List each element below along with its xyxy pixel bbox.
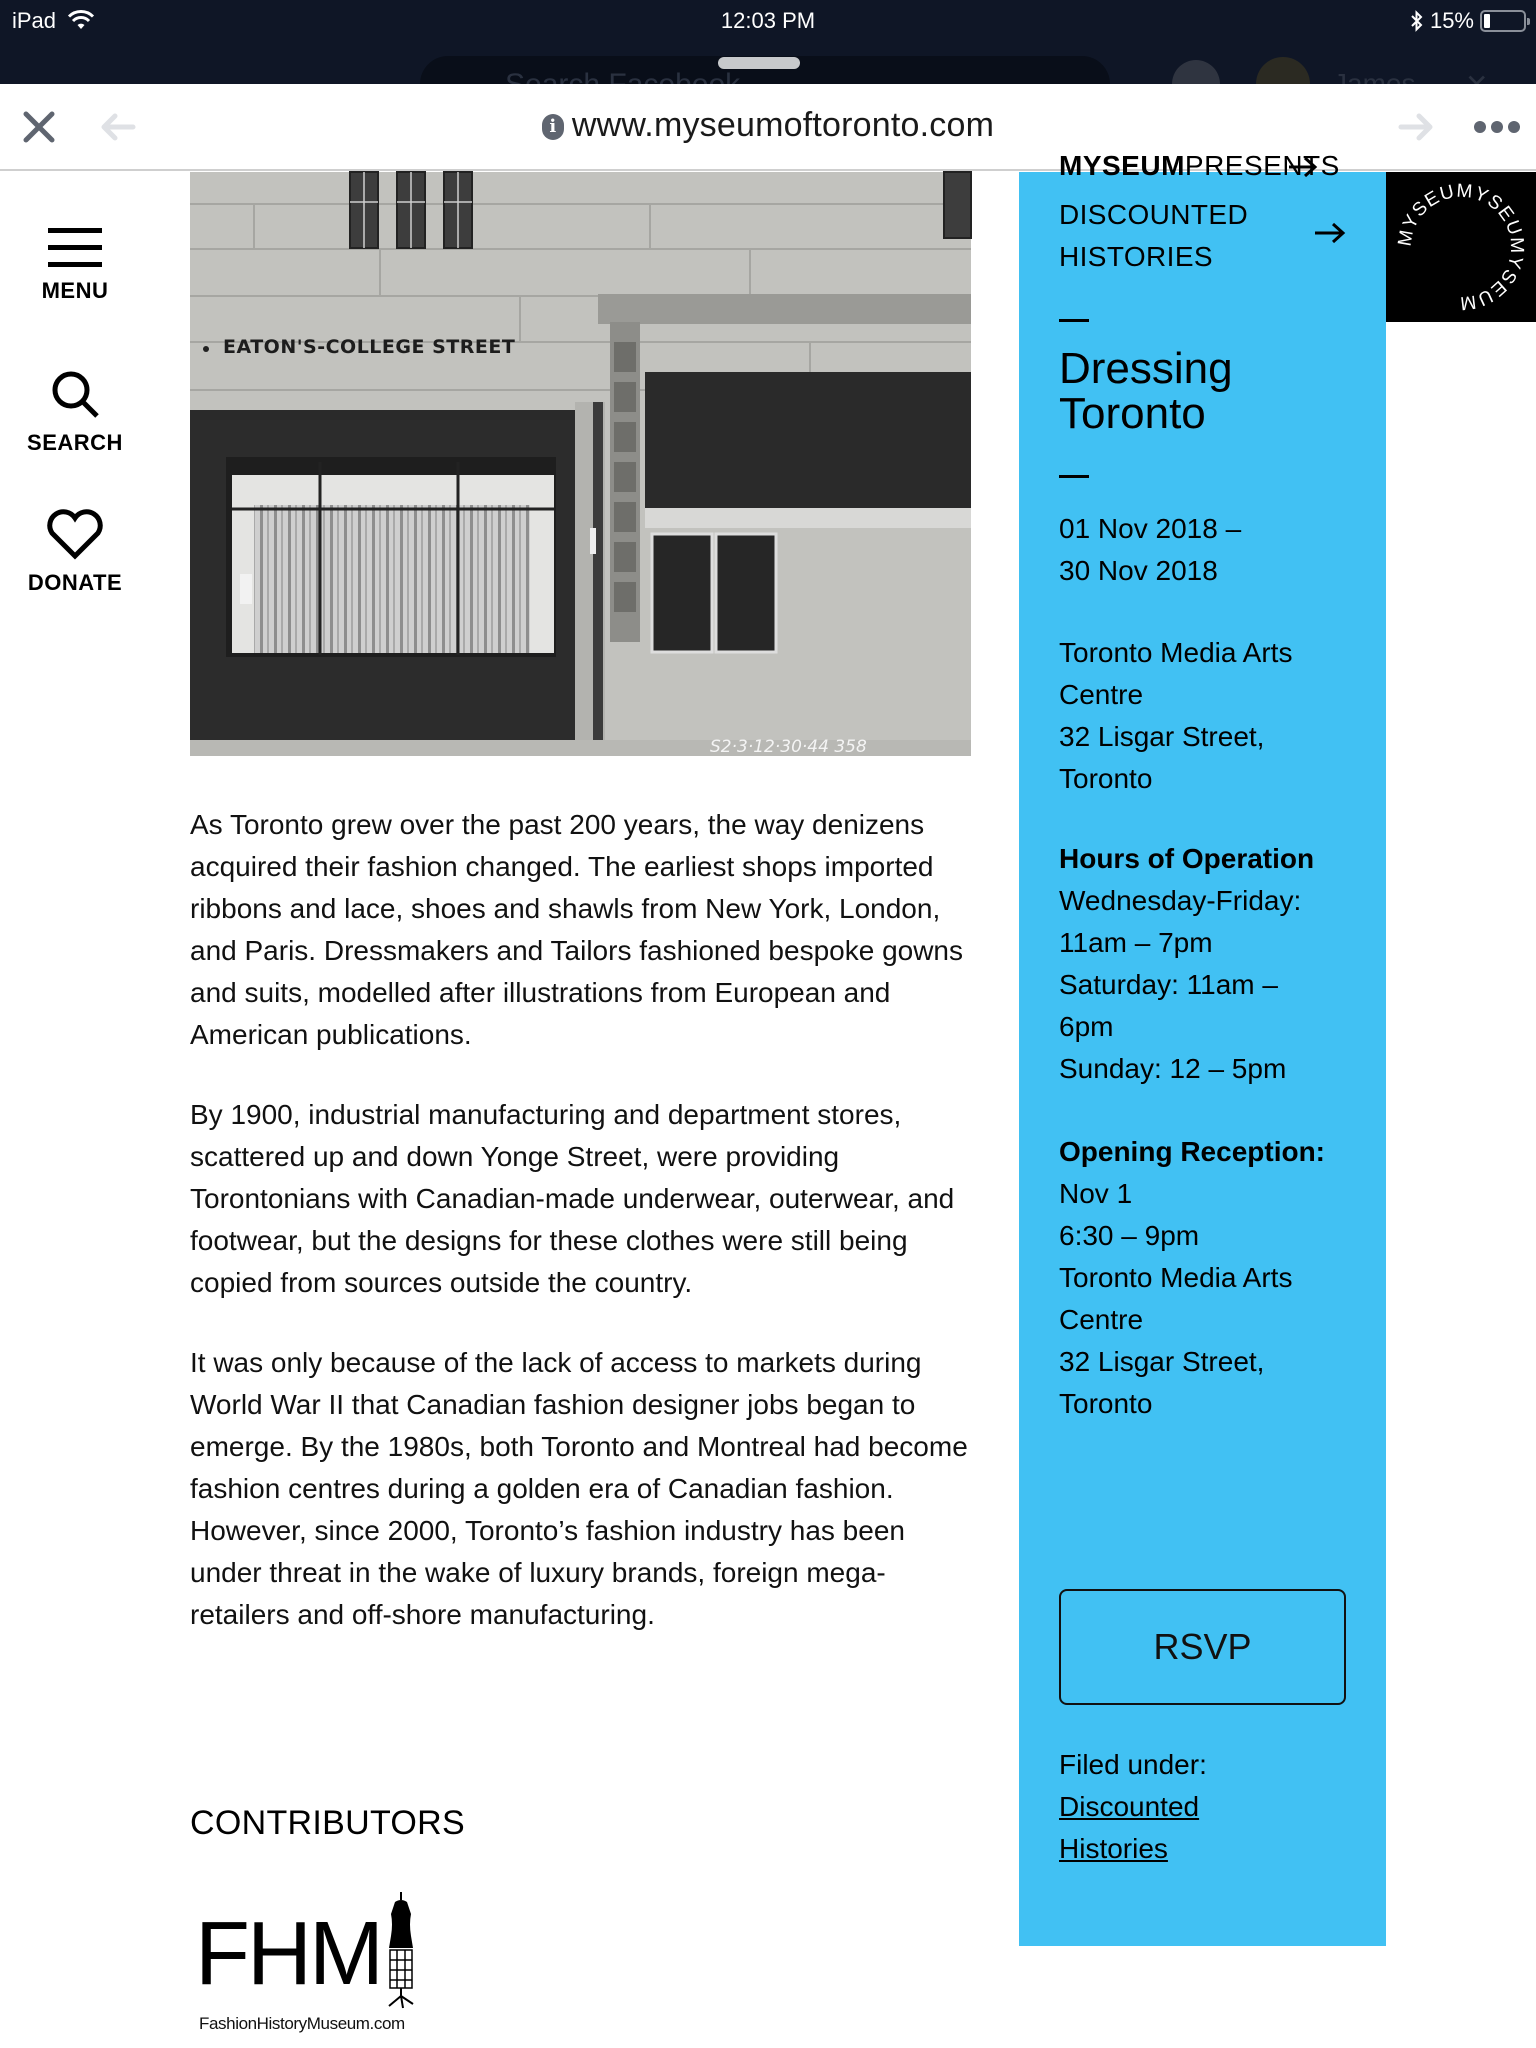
arrow-right-icon[interactable] [1398, 112, 1434, 142]
exhibition-title [1059, 346, 1233, 436]
separator-dash [1059, 475, 1089, 478]
hours-line: 11am – 7pm [1059, 927, 1213, 958]
exhibition-info-panel [1019, 150, 1386, 1946]
status-bar [0, 0, 1536, 42]
browser-sheet [0, 84, 1536, 2048]
separator-dash [1059, 319, 1089, 322]
more-horizontal-icon[interactable] [1474, 121, 1520, 133]
filed-under-link-line2[interactable]: Histories [1059, 1833, 1168, 1864]
hamburger-icon [47, 228, 103, 268]
article-paragraph: It was only because of the lack of access to markets during World War II that Canadian fashion designer jobs began to emerge. By the 1980s, both Toronto and Montreal had become fashion centres during a golden era of Canadian fashion. However, since 2000, Toronto’s fashion industry has been under threat in the wake of luxury brands, foreign mega-retailers and off-shore manufacturing. [190, 1347, 968, 1630]
nav-menu-button[interactable] [0, 228, 150, 304]
reception-line: Centre [1059, 1304, 1144, 1335]
contributors-heading: CONTRIBUTORS [190, 1804, 465, 1842]
exhibition-title-line2: Toronto [1059, 389, 1206, 438]
heart-icon [46, 508, 104, 560]
dress-form-icon [381, 1892, 421, 2010]
article-paragraph: By 1900, industrial manufacturing and department stores, scattered up and down Yonge Street, were providing Torontonians with Canadian-made underwear, outerwear, and footwear, but the designs for these clothes were still being copied from sources outside the country. [190, 1099, 955, 1298]
battery-level [1484, 14, 1490, 28]
page-content [0, 150, 1536, 2048]
exhibition-title-line1: Dressing [1059, 344, 1233, 393]
article-body [190, 804, 980, 1674]
venue-line: Toronto Media Arts [1059, 637, 1293, 668]
info-icon[interactable]: i [542, 114, 564, 140]
rsvp-button[interactable]: RSVP [1059, 1589, 1346, 1705]
reception-line: Nov 1 [1059, 1178, 1133, 1209]
fhm-logo-url-text: FashionHistoryMuseum.com [199, 2014, 405, 2033]
section-link-line2: HISTORIES [1059, 241, 1214, 272]
arrow-right-icon[interactable] [1288, 156, 1318, 178]
myseum-ring-logo [1386, 172, 1536, 322]
exhibition-dates [1059, 508, 1241, 592]
presents-link[interactable] [1059, 150, 1369, 182]
myseum-logo[interactable] [1386, 172, 1536, 322]
nav-search-button[interactable] [0, 368, 150, 456]
venue-address [1059, 632, 1292, 800]
hours-line: Wednesday-Friday: [1059, 885, 1302, 916]
url-text: www.myseumoftoronto.com [571, 106, 995, 144]
arrow-right-icon[interactable] [1314, 222, 1346, 244]
bluetooth-icon [1410, 10, 1424, 32]
presents-light: PRESENTS [1184, 150, 1340, 181]
myseum-ring-text: MYSEUMYSEUMYSEUM [1394, 180, 1528, 314]
sheet-grabber-handle[interactable] [718, 57, 800, 69]
search-icon [49, 368, 101, 420]
photo-sign-text: EATON'S-COLLEGE STREET [223, 336, 516, 358]
hours-line: 6pm [1059, 1011, 1114, 1042]
device-name: iPad [12, 8, 57, 33]
fhm-logo-letters: FHM [195, 1904, 381, 2004]
hours-heading: Hours of Operation [1059, 843, 1315, 874]
article-paragraph: As Toronto grew over the past 200 years, the way denizens acquired their fashion changed. The earliest shops imported ribbons and lace, shoes and shawls from New York, London, and Paris. Dressmakers and Tailors fashioned bespoke gowns and suits, modelled after illustrations from European and American publications. [190, 809, 964, 1050]
presents-bold: MYSEUM [1059, 150, 1185, 181]
hours-line: Saturday: 11am – [1059, 969, 1278, 1000]
contributor-logo-fhm[interactable] [195, 1892, 425, 2042]
reception-line: Toronto Media Arts [1059, 1262, 1293, 1293]
nav-donate-button[interactable] [0, 508, 150, 596]
reception-line: 6:30 – 9pm [1059, 1220, 1200, 1251]
hours-of-operation [1059, 838, 1314, 1090]
clock: 12:03 PM [720, 8, 816, 33]
storefront-photo-graphic [190, 172, 971, 756]
date-end: 30 Nov 2018 [1059, 555, 1218, 586]
photo-archive-code: S2·3·12·30·44 358 [710, 737, 867, 757]
hours-line: Sunday: 12 – 5pm [1059, 1053, 1287, 1084]
filed-under-link-line1[interactable]: Discounted [1059, 1791, 1200, 1822]
date-start: 01 Nov 2018 – [1059, 513, 1242, 544]
nav-donate-label: DONATE [27, 570, 123, 595]
nav-menu-label: MENU [41, 278, 109, 303]
opening-reception [1059, 1131, 1325, 1425]
venue-line: 32 Lisgar Street, [1059, 721, 1265, 752]
filed-under-label: Filed under: [1059, 1749, 1207, 1780]
address-bar[interactable] [0, 106, 1536, 145]
reception-line: 32 Lisgar Street, [1059, 1346, 1265, 1377]
section-link-line1: DISCOUNTED [1059, 199, 1249, 230]
storefront-photo [190, 172, 971, 756]
section-link-discounted-histories[interactable] [1059, 194, 1248, 278]
svg-text:MYSEUMYSEUMYSEUM [1395, 181, 1528, 314]
venue-line: Toronto [1059, 763, 1153, 794]
battery-icon [1480, 10, 1526, 32]
filed-under [1059, 1744, 1207, 1870]
reception-heading: Opening Reception: [1059, 1136, 1325, 1167]
battery-percent: 15% [1429, 8, 1474, 33]
reception-line: Toronto [1059, 1388, 1153, 1419]
venue-line: Centre [1059, 679, 1144, 710]
nav-search-label: SEARCH [27, 430, 123, 455]
